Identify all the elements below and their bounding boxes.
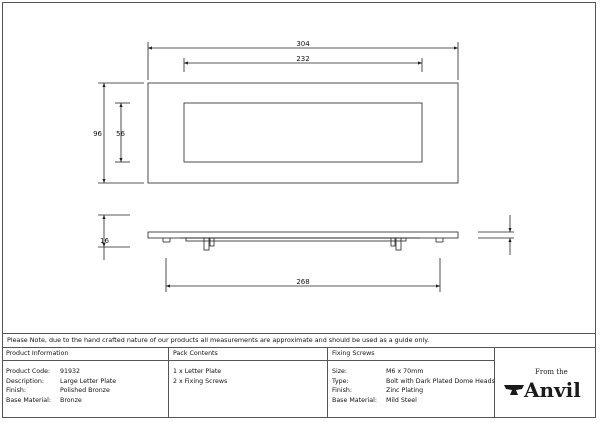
plate-front-outline [148,83,458,183]
disclaimer-note: Please Note, due to the hand crafted nature of our products all measurements are approximate and should be used as a guide only. [2,333,596,348]
dim-label-overall-length: 304 [296,40,310,48]
screw-label: Finish: [332,387,353,395]
plate-aperture-outline [184,103,422,162]
screw-row [328,377,494,387]
pack-item: 1 x Letter Plate [173,368,222,375]
info-value: 91932 [60,368,81,375]
screw-value: Mild Steel [386,396,417,404]
fixing-screws-heading: Fixing Screws [328,348,494,361]
screw-row [328,367,494,377]
screw-value: M6 x 70mm [386,368,424,375]
fixing-screws-block [328,348,495,418]
info-row [2,367,168,377]
screw-label: Type: [332,377,349,385]
product-information-heading: Product Information [2,348,168,361]
info-label: Finish: [6,387,27,395]
screw-row [328,386,494,396]
info-label: Base Material: [6,396,52,404]
dim-label-fixing-centres: 268 [296,278,310,286]
screw-row [328,396,494,406]
screw-value: Bolt with Dark Plated Dome Heads [386,377,495,385]
info-row [2,396,168,406]
screw-value: Zinc Plating [386,387,424,395]
dim-label-aperture-length: 232 [296,55,310,63]
info-value: Polished Bronze [60,387,110,395]
info-value: Bronze [60,396,82,404]
dim-label-aperture-height: 56 [116,130,125,138]
info-row [2,386,168,396]
info-label: Product Code: [6,368,51,375]
brand-logo-block [495,348,596,418]
dim-label-projection: 16 [100,237,109,245]
dim-label-overall-height: 96 [93,130,102,138]
plate-side-outline [148,232,458,238]
fixing-screw-left [204,238,209,250]
pack-item: 2 x Fixing Screws [173,377,228,385]
screw-label: Size: [332,368,348,375]
anvil-logo [502,368,592,408]
product-information-block [2,348,169,418]
pack-contents-heading: Pack Contents [169,348,327,361]
pack-contents-block [169,348,328,418]
info-row [2,377,168,387]
fixing-screw-right [396,238,401,250]
screw-label: Base Material: [332,396,378,404]
logo-word-text: Anvil [524,378,581,402]
info-value: Large Letter Plate [60,377,117,385]
logo-from-text: From the [535,368,568,376]
info-label: Description: [6,377,44,385]
